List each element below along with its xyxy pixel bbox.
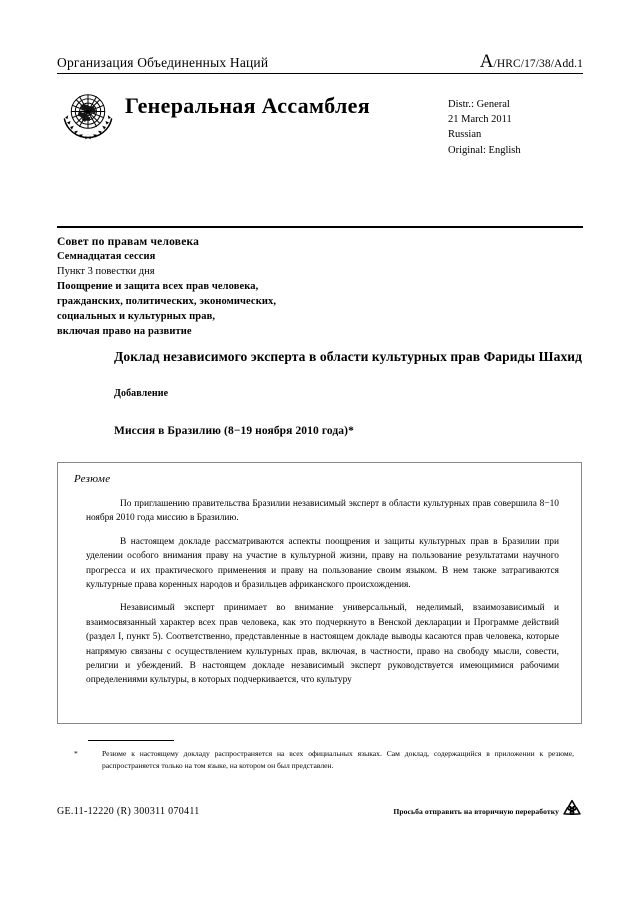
distribution-info (448, 97, 583, 158)
masthead (57, 52, 583, 158)
footnote (74, 748, 574, 772)
council-agenda-title-line-1: Поощрение и защита всех прав человека, (57, 281, 259, 293)
un-emblem-icon (57, 83, 119, 145)
summary-paragraph: По приглашению правительства Бразилии независимый эксперт в области культурных прав совершила 8−10 ноября 2010 года миссию в Бразилию. (86, 499, 559, 524)
masthead-top-row (57, 52, 583, 73)
footnote-divider (88, 740, 174, 741)
footnote-text: Резюме к настоящему докладу распространяется на всех официальных языках. Сам доклад, содержащийся в приложении к резюме, распространяется только на том языке, на котором он был представлен. (102, 749, 574, 770)
summary-paragraph: Независимый эксперт принимает во внимание универсальный, неделимый, взаимозависимый и взаимосвязанный характер всех прав человека, как это подчеркнуто в Венской декларации и Программе действий (раздел I, пункт 5). Соответственно, представленные в настоящем докладе выводы касаются прав человека, которые напрямую связаны с осуществлением культурных прав, включая, в частности, право на свободу мысли, совести, религии и убеждений. В настоящем докладе независимый эксперт руководствуется имеющимися рабочими определениями культуры, в которых подчеркивается, что культуру (86, 603, 559, 686)
council-agenda-title-line-3: социальных и культурных прав, (57, 310, 216, 322)
masthead-body-row (57, 74, 583, 158)
footnote-body (74, 748, 574, 772)
council-section-divider (57, 226, 583, 228)
page-title: Генеральная Ассамблея (125, 93, 370, 118)
addendum-label: Добавление (114, 387, 169, 399)
council-agenda-item: Пункт 3 повестки дня (57, 266, 155, 278)
council-agenda-title-line-2: гражданских, политических, экономических, (57, 296, 277, 308)
distribution-line-2: 21 March 2011 (448, 114, 512, 126)
document-symbol-rest: /HRC/17/38/Add.1 (493, 58, 583, 70)
distribution-line-4: Original: English (448, 144, 521, 156)
mission-subtitle: Миссия в Бразилию (8−19 ноября 2010 года)* (114, 424, 354, 437)
recycle-icon (561, 798, 583, 820)
council-body-name: Совет по правам человека (57, 236, 200, 248)
page-footer (57, 798, 583, 824)
document-symbol (480, 52, 583, 71)
summary-body (86, 497, 559, 697)
recycle-note-label: Просьба отправить на вторичную переработку (393, 806, 559, 816)
title-block (114, 348, 584, 437)
summary-paragraph: В настоящем докладе рассматриваются аспекты поощрения и защиты культурных прав в Бразилии при уделении особого внимания праву на участие в культурной жизни, праву на пользование результатами научного прогресса и их практического применения и праву на пользование своим языком. В нем также затрагиваются культурные права коренных народов и бразильцев африканского происхождения. (86, 536, 559, 590)
recycle-note (393, 798, 583, 824)
report-title: Доклад независимого эксперта в области культурных прав Фариды Шахид (114, 349, 583, 364)
council-session: Семнадцатая сессия (57, 251, 156, 263)
job-number: GE.11-12220 (R) 300311 070411 (57, 805, 200, 817)
document-symbol-prefix: A (479, 51, 494, 72)
summary-label: Резюме (74, 473, 111, 485)
council-agenda-title-line-4: включая право на развитие (57, 325, 192, 337)
council-block (57, 234, 457, 340)
footnote-marker: * (74, 749, 78, 758)
organization-name: Организация Объединенных Наций (57, 55, 269, 71)
distribution-line-3: Russian (448, 129, 482, 141)
distribution-line-1: Distr.: General (448, 99, 510, 110)
summary-box (57, 462, 582, 724)
